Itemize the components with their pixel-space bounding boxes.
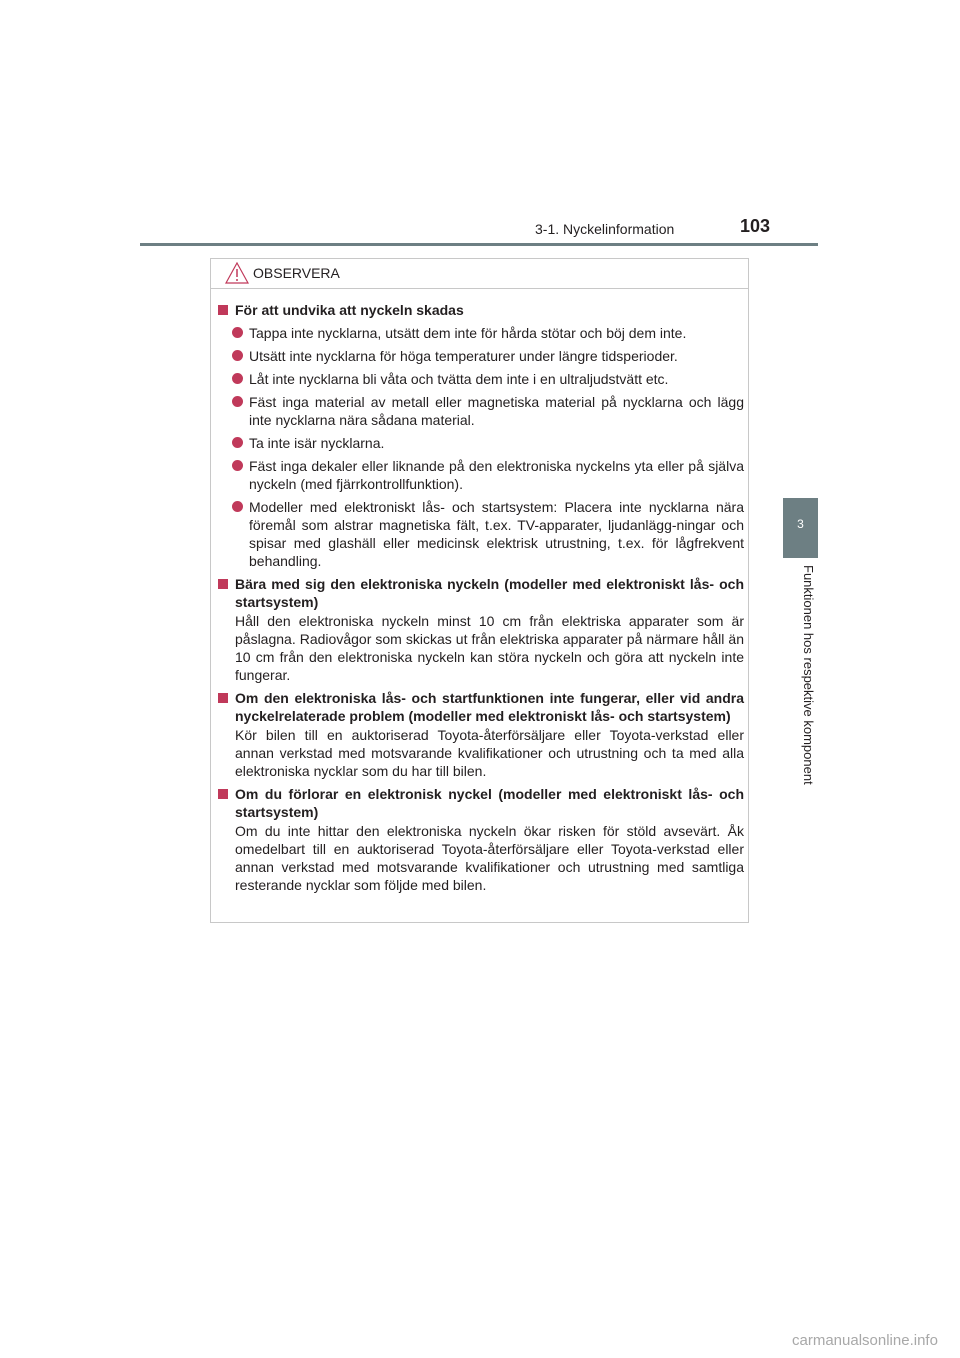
list-item xyxy=(217,324,744,342)
list-item-text: Utsätt inte nycklarna för höga temperaturer under längre tidsperioder. xyxy=(249,348,678,364)
side-tab-text: Funktionen hos respektive komponent xyxy=(801,565,816,785)
circle-bullet-icon xyxy=(232,501,243,512)
header-rule xyxy=(140,243,818,246)
caution-box xyxy=(210,258,749,923)
section-paragraph: Håll den elektroniska nyckeln minst 10 cm från elektriska apparater som är påslagna. Radiovågor som skickas ut från elektriska apparater på närmare håll än 10 cm från den elektroniska nyckeln kan störa nyckeln och göra att nyckeln inte fungerar. xyxy=(235,613,744,683)
square-bullet-icon xyxy=(218,789,228,799)
warning-triangle-icon xyxy=(225,262,249,284)
caution-title: OBSERVERA xyxy=(253,265,340,281)
section-paragraph: Kör bilen till en auktoriserad Toyota-återförsäljare eller Toyota-verkstad eller annan verkstad med motsvarande kvalifikationer och utrustning och ta med alla elektroniska nycklar som du har till bilen. xyxy=(235,727,744,779)
section-heading-text: Om den elektroniska lås- och startfunktionen inte fungerar, eller vid andra nyckelrelaterade problem (modeller med elektroniskt lås- och startsystem) xyxy=(235,690,744,724)
side-tab-number: 3 xyxy=(783,498,818,558)
section-heading-text: För att undvika att nyckeln skadas xyxy=(235,302,464,318)
section-heading-text: Om du förlorar en elektronisk nyckel (modeller med elektroniskt lås- och startsystem) xyxy=(235,786,744,820)
list-item xyxy=(217,393,744,429)
watermark: carmanualsonline.info xyxy=(792,1332,938,1349)
section-heading xyxy=(217,785,744,821)
list-item xyxy=(217,498,744,570)
square-bullet-icon xyxy=(218,579,228,589)
header-section-title: 3-1. Nyckelinformation xyxy=(535,221,675,237)
circle-bullet-icon xyxy=(232,396,243,407)
square-bullet-icon xyxy=(218,305,228,315)
circle-bullet-icon xyxy=(232,373,243,384)
list-item xyxy=(217,347,744,365)
section-paragraph: Om du inte hittar den elektroniska nyckeln ökar risken för stöld avsevärt. Åk omedelbart till en auktoriserad Toyota-återförsäljare eller Toyota-verkstad eller annan verkstad med motsvarande kvalifikationer och utrustning med samtliga resterande nycklar som följde med bilen. xyxy=(235,823,744,893)
circle-bullet-icon xyxy=(232,437,243,448)
list-item xyxy=(217,457,744,493)
square-bullet-icon xyxy=(218,693,228,703)
list-item-text: Fäst inga dekaler eller liknande på den elektroniska nyckelns yta eller på själva nyckeln (med fjärrkontrollfunktion). xyxy=(249,458,744,492)
section-heading-text: Bära med sig den elektroniska nyckeln (modeller med elektroniskt lås- och startsystem) xyxy=(235,576,744,610)
circle-bullet-icon xyxy=(232,327,243,338)
section-heading xyxy=(217,301,744,319)
list-item-text: Tappa inte nycklarna, utsätt dem inte för hårda stötar och böj dem inte. xyxy=(249,325,687,341)
list-item xyxy=(217,370,744,388)
section-heading xyxy=(217,575,744,611)
page-number: 103 xyxy=(740,216,771,236)
list-item-text: Modeller med elektroniskt lås- och startsystem: Placera inte nycklarna nära föremål som alstrar magnetiska fält, t.ex. TV-apparater, ljudanlägg-ningar och spisar med glashäll eller medicinsk elektrisk utrustning, t.ex. för lågfrekvent behandling. xyxy=(249,499,744,569)
circle-bullet-icon xyxy=(232,460,243,471)
list-item xyxy=(217,434,744,452)
caution-header xyxy=(211,259,748,289)
list-item-text: Låt inte nycklarna bli våta och tvätta dem inte i en ultraljudstvätt etc. xyxy=(249,371,669,387)
caution-body xyxy=(217,301,744,894)
circle-bullet-icon xyxy=(232,350,243,361)
list-item-text: Ta inte isär nycklarna. xyxy=(249,435,385,451)
section-heading xyxy=(217,689,744,725)
list-item-text: Fäst inga material av metall eller magnetiska material på nycklarna och lägg inte nycklarna nära sådana material. xyxy=(249,394,744,428)
